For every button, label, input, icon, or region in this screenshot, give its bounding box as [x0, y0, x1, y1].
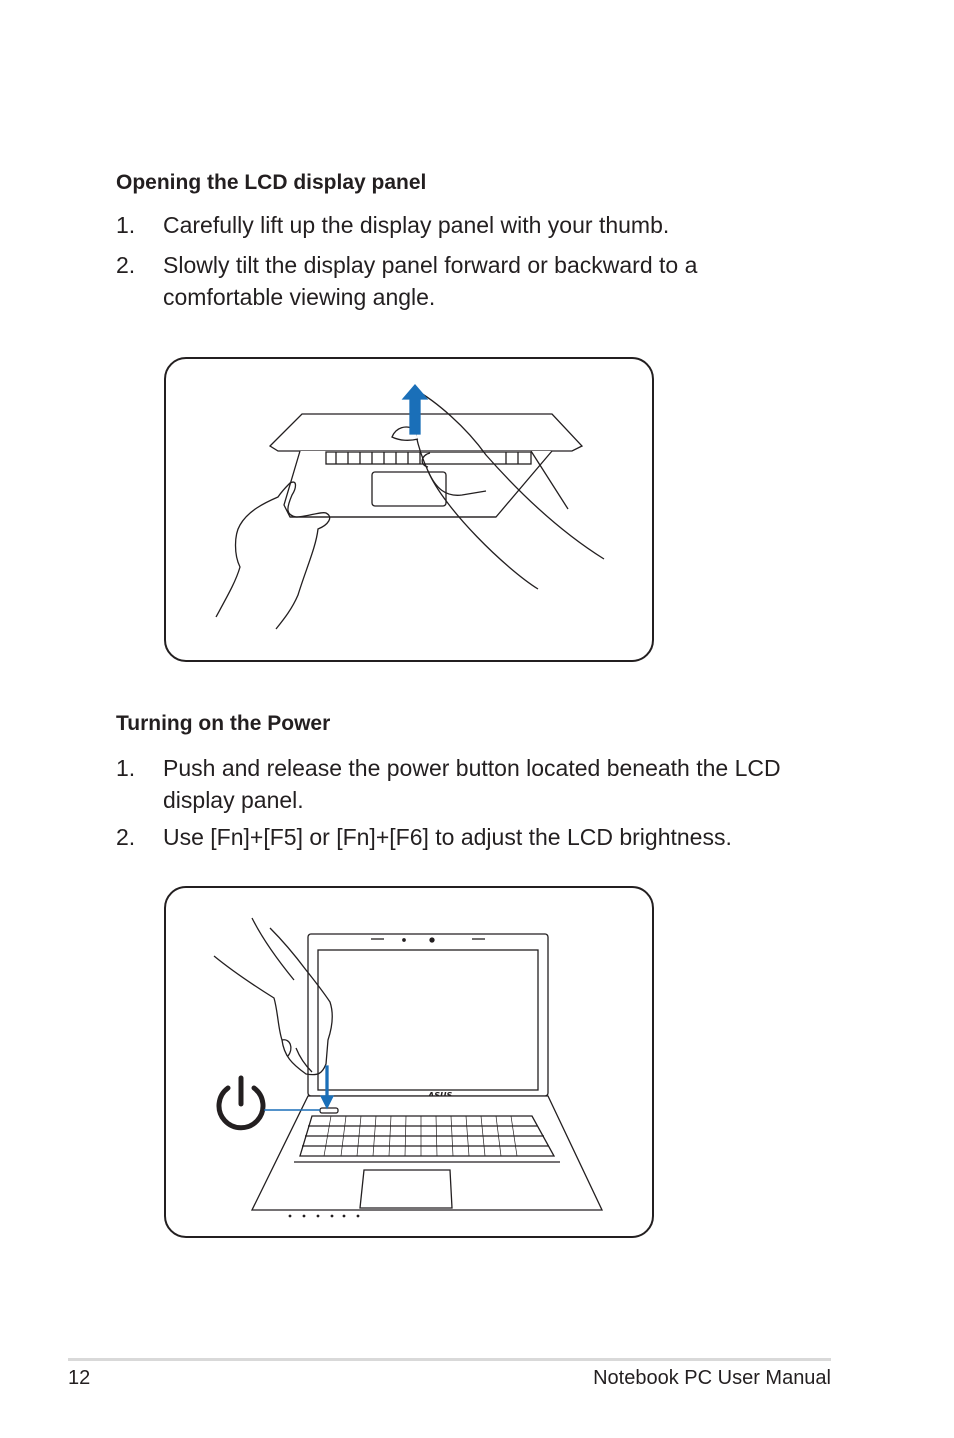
list-item — [116, 249, 816, 313]
section-heading-turning-on-power: Turning on the Power — [116, 712, 331, 735]
list-item — [116, 752, 816, 816]
list-item — [116, 821, 816, 853]
step-number: 1. — [116, 755, 136, 781]
laptop-power-illustration — [166, 888, 652, 1236]
step-number: 2. — [116, 252, 136, 278]
step-number: 1. — [116, 212, 136, 238]
step-text: Carefully lift up the display panel with your thumb. — [163, 212, 670, 238]
step-number: 2. — [116, 824, 136, 850]
laptop-lid-illustration — [166, 359, 652, 660]
step-text: Slowly tilt the display panel forward or backward to a comfortable viewing angle. — [163, 252, 698, 310]
step-text: Push and release the power button located beneath the LCD display panel. — [163, 755, 781, 813]
figure-opening-lid — [164, 357, 654, 662]
figure-power-button — [164, 886, 654, 1238]
footer-rule — [68, 1358, 831, 1361]
page-number: 12 — [68, 1367, 91, 1389]
manual-title: Notebook PC User Manual — [593, 1367, 831, 1389]
section-heading-opening-lcd: Opening the LCD display panel — [116, 171, 427, 194]
list-item — [116, 209, 816, 241]
step-text: Use [Fn]+[F5] or [Fn]+[F6] to adjust the LCD brightness. — [163, 824, 732, 850]
